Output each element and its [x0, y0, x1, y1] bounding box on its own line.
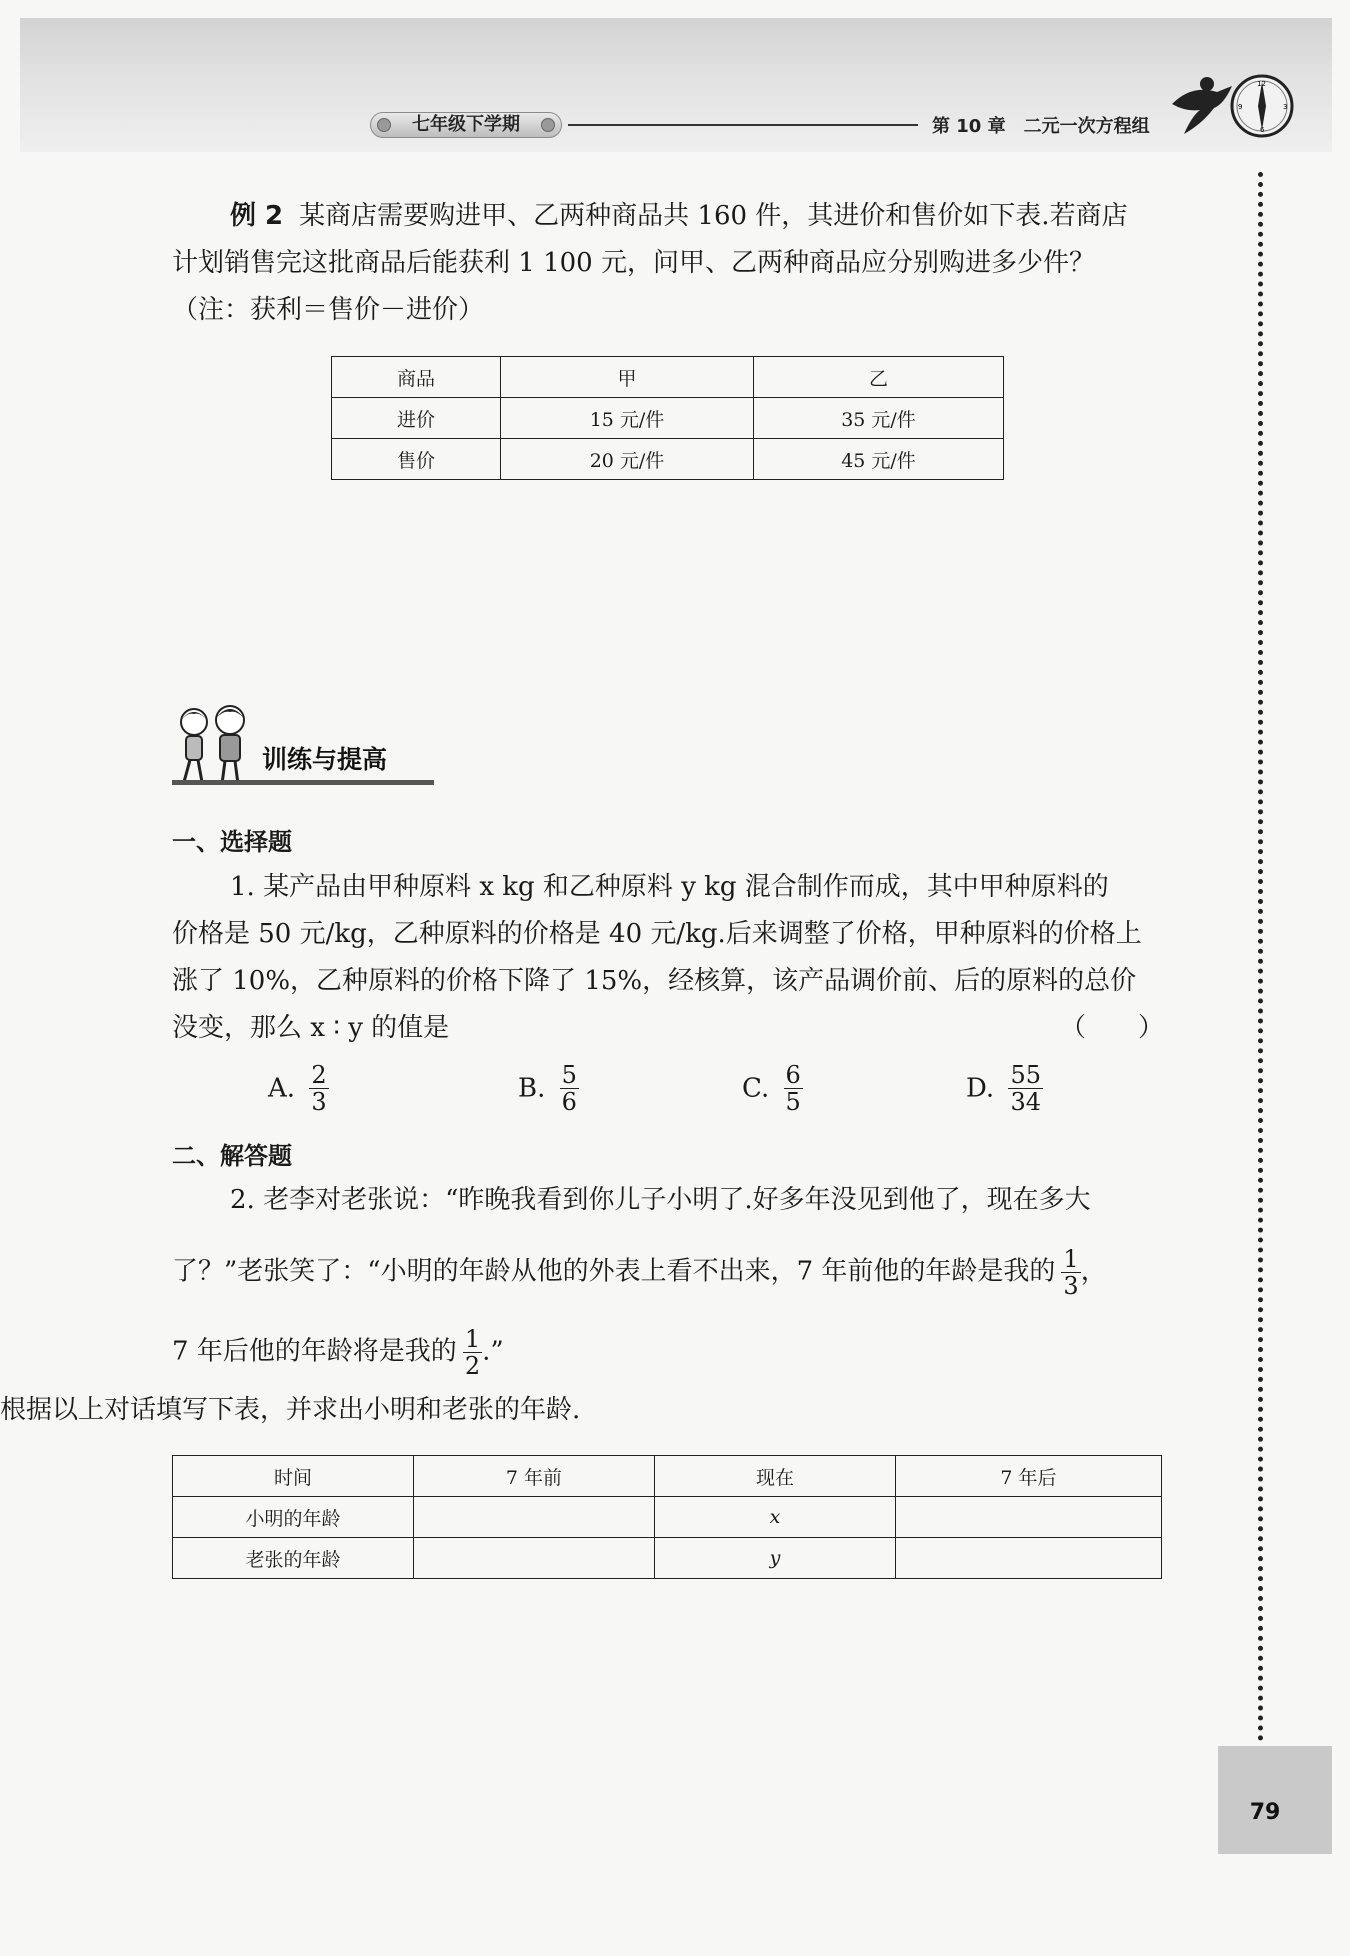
q2-line-3: [172, 1326, 504, 1379]
denominator: 6: [561, 1088, 577, 1116]
svg-text:3: 3: [1283, 103, 1288, 111]
denominator: 3: [311, 1088, 327, 1116]
table-cell: 7 年前: [414, 1456, 655, 1497]
option-letter: A.: [268, 1073, 296, 1104]
table-cell: 现在: [655, 1456, 896, 1497]
q1-line-2: 价格是 50 元/kg，乙种原料的价格是 40 元/kg.后来调整了价格，甲种原料的价格上: [172, 919, 1142, 949]
option-fraction: [560, 1062, 579, 1115]
option-fraction: [309, 1062, 328, 1115]
option-fraction: [784, 1062, 803, 1115]
age-table: [172, 1455, 1162, 1579]
option-letter: D.: [966, 1073, 995, 1104]
option-d: [966, 1062, 1043, 1115]
grade-label: [370, 112, 562, 138]
example-line-2: 计划销售完这批商品后能获利 1 100 元，问甲、乙两种商品应分别购进多少件？: [172, 248, 1095, 278]
option-c: [742, 1062, 803, 1115]
denominator: 3: [1063, 1272, 1079, 1300]
part2-heading: 二、解答题: [172, 1142, 292, 1170]
numerator: 1: [464, 1325, 481, 1353]
example-label: 例 2: [230, 201, 284, 231]
numerator: 2: [311, 1061, 327, 1089]
pill-right-dot: [541, 118, 555, 132]
q1-line-4: 没变，那么 x ∶ y 的值是: [172, 1013, 450, 1043]
table-cell: 7 年后: [896, 1456, 1162, 1497]
section-rule: [172, 780, 434, 785]
grade-text: 七年级下学期: [412, 114, 520, 135]
option-b: [518, 1062, 579, 1115]
fraction-one-half: [463, 1326, 482, 1379]
table-cell: 15 元/件: [501, 398, 754, 439]
q2-line-3-end: .”: [482, 1336, 504, 1367]
q2-line-2: [172, 1246, 1107, 1299]
table-cell: x: [655, 1497, 896, 1538]
fraction-one-third: [1061, 1246, 1080, 1299]
table-cell: 20 元/件: [501, 439, 754, 480]
q1-line-3: 涨了 10%，乙种原料的价格下降了 15%，经核算，该产品调价前、后的原料的总价: [172, 966, 1137, 996]
table-cell: 小明的年龄: [173, 1497, 414, 1538]
numerator: 1: [1063, 1245, 1079, 1273]
page-number: 79: [1249, 1800, 1281, 1825]
example-line-3: （注：获利＝售价－进价）: [172, 295, 485, 325]
denominator: 2: [464, 1352, 481, 1380]
part1-heading: 一、选择题: [172, 828, 292, 856]
numerator: 6: [785, 1061, 801, 1089]
q2-instruction: 根据以上对话填写下表，并求出小明和老张的年龄.: [0, 1395, 581, 1425]
price-table: [331, 356, 1004, 480]
table-row: [332, 398, 1004, 439]
pill-left-dot: [377, 118, 391, 132]
table-cell: y: [655, 1538, 896, 1579]
table-cell: [896, 1497, 1162, 1538]
table-cell: 45 元/件: [754, 439, 1004, 480]
table-cell: 甲: [501, 357, 754, 398]
table-cell: 乙: [754, 357, 1004, 398]
margin-dotted-line: [1258, 172, 1263, 1742]
table-cell: [414, 1497, 655, 1538]
section-title: 训练与提高: [262, 745, 388, 774]
chapter-title: 第 10 章 二元一次方程组: [932, 116, 1150, 137]
example-text-1: 某商店需要购进甲、乙两种商品共 160 件，其进价和售价如下表.若商店: [299, 201, 1128, 231]
example-line-1: [230, 196, 1128, 236]
option-fraction: [1008, 1062, 1043, 1115]
answer-bracket: （ ）: [1060, 1013, 1165, 1043]
option-a: [268, 1062, 329, 1115]
svg-text:6: 6: [1260, 126, 1265, 134]
table-cell: 35 元/件: [754, 398, 1004, 439]
denominator: 5: [785, 1088, 801, 1116]
table-cell: 售价: [332, 439, 501, 480]
table-row: [173, 1456, 1162, 1497]
table-cell: [896, 1538, 1162, 1579]
table-row: [173, 1538, 1162, 1579]
q2-line-2-text: 了？”老张笑了：“小明的年龄从他的外表上看不出来，7 年前他的年龄是我的: [172, 1256, 1056, 1287]
q2-line-1: 2. 老李对老张说：“昨晚我看到你儿子小明了.好多年没见到他了，现在多大: [230, 1185, 1091, 1215]
svg-text:12: 12: [1257, 80, 1266, 88]
table-cell: 商品: [332, 357, 501, 398]
table-row: [332, 439, 1004, 480]
option-letter: B.: [518, 1073, 546, 1104]
option-letter: C.: [742, 1073, 770, 1104]
denominator: 34: [1010, 1088, 1041, 1116]
table-cell: 老张的年龄: [173, 1538, 414, 1579]
table-cell: [414, 1538, 655, 1579]
table-row: [332, 357, 1004, 398]
q2-line-2-end: ，: [1080, 1256, 1107, 1287]
numerator: 55: [1010, 1061, 1041, 1089]
table-cell: 进价: [332, 398, 501, 439]
table-row: [173, 1497, 1162, 1538]
numerator: 5: [561, 1061, 577, 1089]
header-rule: [568, 124, 918, 126]
q1-line-1: 1. 某产品由甲种原料 x kg 和乙种原料 y kg 混合制作而成，其中甲种原料的: [230, 872, 1109, 902]
runner-clock-icon: [1162, 64, 1302, 144]
svg-text:9: 9: [1238, 103, 1243, 111]
table-cell: 时间: [173, 1456, 414, 1497]
children-icon: [170, 700, 260, 790]
q2-line-3-text: 7 年后他的年龄将是我的: [172, 1336, 457, 1367]
